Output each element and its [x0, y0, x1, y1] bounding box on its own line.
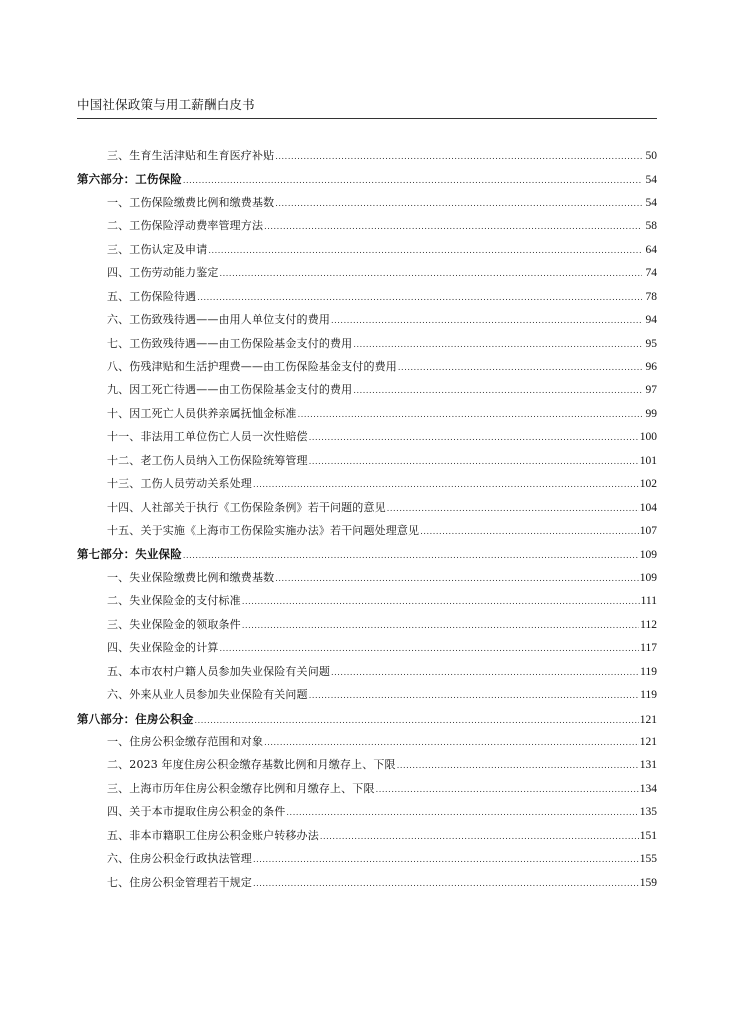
toc-dot-leader — [397, 758, 639, 774]
toc-page-number: 58 — [645, 220, 657, 233]
toc-entry-label: 四、关于本市提取住房公积金的条件 — [107, 805, 286, 819]
toc-dot-leader — [197, 290, 642, 306]
toc-dot-leader — [275, 571, 639, 587]
toc-entry-label: 一、工伤保险缴费比例和缴费基数 — [107, 195, 275, 209]
toc-entry[interactable] — [77, 148, 657, 171]
toc-dot-leader — [309, 688, 639, 704]
toc-entry-label: 十二、老工伤人员纳入工伤保险统筹管理 — [107, 453, 308, 467]
toc-entry-label: 一、住房公积金缴存范围和对象 — [107, 734, 264, 748]
toc-entry-label: 二、失业保险金的支付标准 — [107, 594, 241, 608]
toc-page-number: 50 — [645, 150, 657, 162]
toc-dot-leader — [264, 735, 639, 751]
toc-entry[interactable] — [77, 453, 657, 476]
toc-entry[interactable] — [77, 429, 657, 452]
toc-entry-label: 三、失业保险金的领取条件 — [107, 617, 241, 631]
toc-entry-label: 六、工伤致残待遇——由用人单位支付的费用 — [107, 313, 330, 327]
toc-entry-label: 五、本市农村户籍人员参加失业保险有关问题 — [107, 664, 330, 678]
toc-dot-leader — [353, 337, 642, 353]
toc-entry[interactable] — [77, 781, 657, 804]
toc-entry-label: 二、2023 年度住房公积金缴存基数比例和月缴存上、下限 — [107, 758, 396, 772]
toc-dot-leader — [195, 713, 639, 729]
toc-dot-leader — [331, 313, 642, 329]
toc-entry-label: 三、上海市历年住房公积金缴存比例和月缴存上、下限 — [107, 781, 375, 795]
toc-dot-leader — [220, 266, 643, 282]
toc-entry[interactable] — [77, 382, 657, 405]
toc-page-number: 159 — [639, 876, 657, 889]
toc-dot-leader — [286, 805, 638, 821]
toc-page-number: 64 — [645, 243, 657, 256]
toc-entry[interactable] — [77, 570, 657, 593]
toc-entry[interactable] — [77, 851, 657, 874]
toc-page-number: 100 — [639, 431, 657, 444]
toc-entry-label: 三、生育生活津贴和生育医疗补贴 — [107, 149, 275, 162]
toc-page-number: 111 — [640, 595, 657, 608]
toc-section-entry[interactable] — [77, 711, 657, 734]
toc-dot-leader — [242, 594, 640, 610]
toc-page-number: 121 — [639, 713, 657, 726]
toc-entry-label: 十三、工伤人员劳动关系处理 — [107, 477, 252, 491]
toc-page-number: 94 — [645, 314, 657, 327]
toc-dot-leader — [220, 641, 640, 657]
toc-page-number: 112 — [640, 618, 657, 631]
toc-section-entry[interactable] — [77, 546, 657, 569]
toc-dot-leader — [242, 618, 639, 634]
toc-page-number: 109 — [639, 571, 657, 584]
toc-dot-leader — [398, 360, 642, 376]
toc-page-number: 96 — [645, 360, 657, 373]
toc-page-number: 97 — [645, 384, 657, 397]
toc-dot-leader — [183, 173, 642, 189]
toc-entry[interactable] — [77, 687, 657, 710]
toc-entry[interactable] — [77, 757, 657, 780]
toc-dot-leader — [353, 383, 642, 399]
toc-entry[interactable] — [77, 617, 657, 640]
toc-dot-leader — [275, 196, 642, 212]
toc-entry[interactable] — [77, 804, 657, 827]
toc-dot-leader — [208, 243, 642, 259]
toc-entry[interactable] — [77, 265, 657, 288]
toc-entry-label: 十四、人社部关于执行《工伤保险条例》若干问题的意见 — [107, 500, 386, 514]
toc-entry-label: 十一、非法用工单位伤亡人员一次性赔偿 — [107, 430, 308, 444]
toc-entry[interactable] — [77, 500, 657, 523]
toc-page-number: 119 — [640, 665, 657, 678]
toc-entry[interactable] — [77, 828, 657, 851]
toc-dot-leader — [309, 430, 639, 446]
document-title: 中国社保政策与用工薪酬白皮书 — [77, 97, 255, 112]
toc-entry-label: 七、工伤致残待遇——由工伤保险基金支付的费用 — [107, 336, 353, 350]
toc-entry-label: 十、因工死亡人员供养亲属抚恤金标准 — [107, 406, 297, 420]
toc-page-number: 95 — [645, 337, 657, 350]
toc-page-number: 101 — [639, 454, 657, 467]
toc-page-number: 117 — [640, 642, 657, 655]
toc-page-number: 121 — [639, 735, 657, 748]
toc-section-entry[interactable] — [77, 171, 657, 194]
toc-page-number: 74 — [645, 267, 657, 280]
toc-entry-label: 五、工伤保险待遇 — [107, 289, 197, 303]
toc-page-number: 131 — [639, 759, 657, 772]
toc-entry[interactable] — [77, 218, 657, 241]
toc-dot-leader — [253, 477, 639, 493]
toc-dot-leader — [253, 852, 639, 868]
toc-entry[interactable] — [77, 734, 657, 757]
toc-entry-label: 十五、关于实施《上海市工伤保险实施办法》若干问题处理意见 — [107, 524, 420, 537]
toc-dot-leader — [387, 501, 639, 517]
toc-entry-label: 六、住房公积金行政执法管理 — [107, 852, 252, 866]
toc-entry[interactable] — [77, 359, 657, 382]
toc-entry[interactable] — [77, 875, 657, 898]
toc-dot-leader — [275, 149, 642, 165]
toc-page-number: 78 — [645, 290, 657, 303]
toc-entry[interactable] — [77, 640, 657, 663]
toc-entry[interactable] — [77, 312, 657, 335]
toc-dot-leader — [420, 524, 639, 540]
toc-entry-label: 二、工伤保险浮动费率管理方法 — [107, 219, 264, 233]
toc-entry-label: 第六部分：工伤保险 — [77, 172, 182, 187]
toc-page-number: 99 — [645, 407, 657, 420]
page-header — [77, 96, 657, 119]
toc-page-number: 54 — [645, 174, 657, 187]
toc-page-number: 104 — [639, 501, 657, 514]
toc-entry[interactable] — [77, 593, 657, 616]
table-of-contents — [77, 148, 657, 898]
toc-entry-label: 八、伤残津贴和生活护理费——由工伤保险基金支付的费用 — [107, 359, 397, 373]
toc-entry[interactable] — [77, 336, 657, 359]
toc-dot-leader — [376, 782, 639, 798]
toc-entry[interactable] — [77, 195, 657, 218]
toc-entry-label: 第八部分：住房公积金 — [77, 711, 194, 726]
toc-dot-leader — [264, 219, 642, 235]
toc-dot-leader — [298, 407, 642, 423]
toc-dot-leader — [183, 548, 639, 564]
toc-entry-label: 七、住房公积金管理若干规定 — [107, 875, 252, 889]
toc-page-number: 134 — [639, 782, 657, 795]
toc-entry-label: 九、因工死亡待遇——由工伤保险基金支付的费用 — [107, 383, 353, 397]
toc-page-number: 109 — [639, 549, 657, 562]
toc-entry-label: 一、失业保险缴费比例和缴费基数 — [107, 570, 275, 584]
toc-entry[interactable] — [77, 406, 657, 429]
toc-entry[interactable] — [77, 664, 657, 687]
toc-dot-leader — [309, 454, 639, 470]
toc-page-number: 155 — [639, 853, 657, 866]
toc-page-number: 107 — [639, 525, 657, 537]
toc-entry[interactable] — [77, 289, 657, 312]
toc-entry[interactable] — [77, 242, 657, 265]
toc-entry-label: 四、失业保险金的计算 — [107, 641, 219, 655]
toc-page-number: 54 — [645, 196, 657, 209]
toc-page-number: 135 — [639, 806, 657, 819]
toc-entry-label: 五、非本市籍职工住房公积金账户转移办法 — [107, 828, 319, 842]
toc-entry-label: 六、外来从业人员参加失业保险有关问题 — [107, 688, 308, 702]
toc-dot-leader — [331, 665, 639, 681]
toc-entry[interactable] — [77, 523, 657, 546]
toc-entry-label: 三、工伤认定及申请 — [107, 242, 208, 256]
toc-entry-label: 四、工伤劳动能力鉴定 — [107, 266, 219, 280]
toc-dot-leader — [320, 829, 639, 845]
toc-entry-label: 第七部分：失业保险 — [77, 547, 182, 562]
toc-dot-leader — [253, 876, 639, 892]
toc-page-number: 151 — [639, 829, 657, 842]
toc-entry[interactable] — [77, 476, 657, 499]
toc-page-number: 119 — [640, 689, 657, 702]
toc-page-number: 102 — [639, 478, 657, 491]
